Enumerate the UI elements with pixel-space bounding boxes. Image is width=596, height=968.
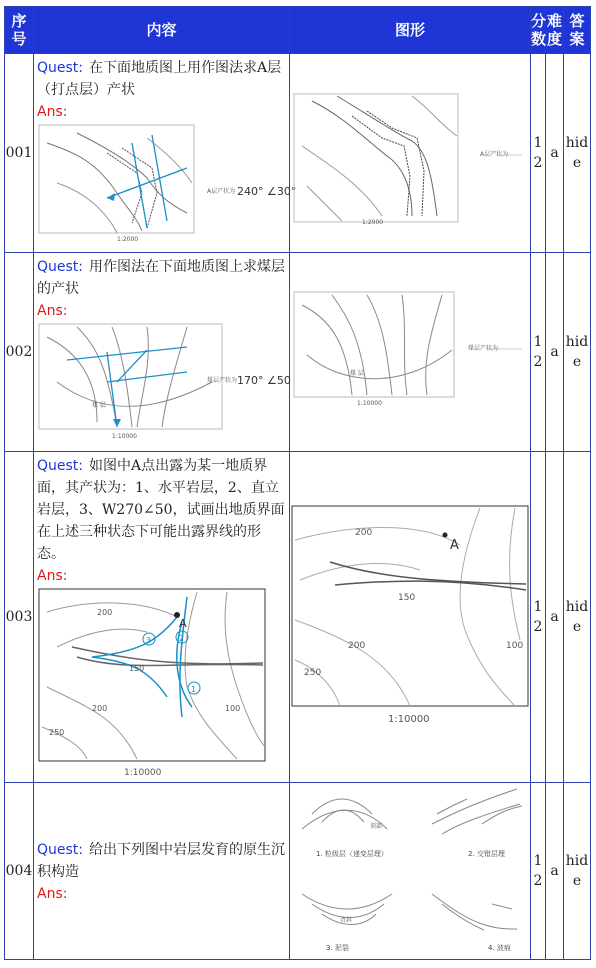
figure-cell bbox=[290, 783, 531, 960]
quest-label: Quest: bbox=[37, 841, 84, 858]
svg-text:1:10000: 1:10000 bbox=[124, 768, 162, 778]
svg-text:1:2000: 1:2000 bbox=[117, 236, 139, 243]
table-row bbox=[5, 783, 591, 960]
difficulty-cell: a bbox=[546, 452, 564, 783]
content-cell bbox=[34, 452, 290, 783]
svg-text:顶部: 顶部 bbox=[370, 823, 383, 830]
svg-text:200: 200 bbox=[97, 608, 113, 617]
header-score: 分数 bbox=[531, 7, 546, 54]
svg-text:煤层产状为: 煤层产状为 bbox=[207, 377, 238, 384]
answer-cell[interactable]: hide bbox=[564, 253, 591, 452]
quest-label: Quest: bbox=[37, 259, 84, 275]
figure-cell bbox=[290, 253, 531, 452]
header-content: 内容 bbox=[34, 7, 290, 54]
figure-cell bbox=[290, 54, 531, 253]
svg-text:240° ∠30°: 240° ∠30° bbox=[237, 185, 297, 198]
question-figure bbox=[292, 76, 528, 226]
svg-text:2: 2 bbox=[179, 634, 185, 643]
content-cell bbox=[34, 54, 297, 253]
quest-label: Quest: bbox=[37, 60, 84, 76]
quest-text: 给出下列图中岩层发育的原生沉积构造 bbox=[37, 841, 286, 880]
ans-label: Ans: bbox=[37, 885, 68, 902]
svg-text:A: A bbox=[179, 617, 187, 630]
quest-text: 在下面地质图上用作图法求A层（打点层）产状 bbox=[37, 60, 282, 98]
svg-text:1:2000: 1:2000 bbox=[362, 219, 384, 226]
question-figure bbox=[290, 500, 530, 730]
svg-text:3: 3 bbox=[146, 636, 152, 645]
header-row bbox=[5, 7, 591, 54]
question-table bbox=[4, 6, 591, 960]
quest-text: 用作图法在下面地质图上求煤层的产状 bbox=[37, 259, 286, 297]
score-cell: 12 bbox=[531, 452, 546, 783]
table-row bbox=[5, 54, 591, 253]
header-difficulty: 难度 bbox=[546, 7, 564, 54]
header-figure: 图形 bbox=[290, 7, 531, 54]
quest-label: Quest: bbox=[37, 458, 84, 474]
row-index: 004 bbox=[5, 783, 34, 960]
svg-text:1: 1 bbox=[191, 685, 197, 694]
svg-text:150: 150 bbox=[129, 664, 145, 673]
answer-figure bbox=[37, 322, 291, 440]
difficulty-cell: a bbox=[546, 54, 564, 253]
table-row bbox=[5, 452, 591, 783]
header-answer: 答案 bbox=[564, 7, 591, 54]
score-cell: 12 bbox=[531, 253, 546, 452]
svg-text:150: 150 bbox=[398, 593, 416, 603]
content-cell bbox=[34, 783, 290, 960]
table-row bbox=[5, 253, 591, 452]
svg-text:200: 200 bbox=[355, 528, 373, 538]
svg-text:1:10000: 1:10000 bbox=[112, 433, 137, 440]
row-index: 003 bbox=[5, 452, 34, 783]
svg-text:1:10000: 1:10000 bbox=[357, 400, 382, 407]
answer-cell[interactable]: hide bbox=[564, 783, 591, 960]
svg-text:2. 交错层理: 2. 交错层理 bbox=[468, 850, 505, 858]
score-cell: 12 bbox=[531, 783, 546, 960]
ans-label: Ans: bbox=[37, 303, 68, 319]
figure-cell bbox=[290, 452, 531, 783]
score-cell: 12 bbox=[531, 54, 546, 253]
svg-text:3. 泥裂: 3. 泥裂 bbox=[326, 944, 349, 952]
svg-text:200: 200 bbox=[348, 641, 366, 651]
svg-text:100: 100 bbox=[225, 704, 241, 713]
svg-text:背斜: 背斜 bbox=[340, 917, 353, 924]
answer-figure bbox=[37, 587, 277, 779]
answer-cell[interactable]: hide bbox=[564, 452, 591, 783]
header-index: 序号 bbox=[5, 7, 34, 54]
svg-text:170° ∠50: 170° ∠50 bbox=[237, 374, 291, 387]
svg-text:煤 层: 煤 层 bbox=[92, 402, 106, 409]
difficulty-cell: a bbox=[546, 783, 564, 960]
svg-text:200: 200 bbox=[92, 704, 108, 713]
question-figure bbox=[292, 784, 528, 954]
svg-text:A: A bbox=[450, 538, 459, 553]
svg-text:1. 粒级层（递变层理）: 1. 粒级层（递变层理） bbox=[316, 850, 388, 858]
svg-text:250: 250 bbox=[304, 668, 322, 678]
ans-label: Ans: bbox=[37, 104, 68, 120]
question-figure bbox=[292, 290, 528, 410]
difficulty-cell: a bbox=[546, 253, 564, 452]
svg-text:1:10000: 1:10000 bbox=[388, 714, 430, 725]
svg-text:A层产状为: A层产状为 bbox=[480, 151, 509, 158]
svg-text:4. 波痕: 4. 波痕 bbox=[488, 944, 511, 952]
svg-text:煤层产状为: 煤层产状为 bbox=[468, 345, 499, 352]
ans-label: Ans: bbox=[37, 568, 68, 584]
answer-figure bbox=[37, 123, 297, 243]
content-cell bbox=[34, 253, 290, 452]
answer-cell[interactable]: hide bbox=[564, 54, 591, 253]
row-index: 001 bbox=[5, 54, 34, 253]
svg-text:A层产状为: A层产状为 bbox=[207, 188, 236, 195]
svg-text:煤 层: 煤 层 bbox=[350, 370, 364, 377]
svg-text:250: 250 bbox=[49, 728, 65, 737]
quest-text: 如图中A点出露为某一地质界面，其产状为：1、水平岩层，2、直立岩层，3、W270∠50，试画出地质界面在上述三种状态下可能出露界线的形态。 bbox=[37, 458, 285, 562]
row-index: 002 bbox=[5, 253, 34, 452]
svg-text:100: 100 bbox=[506, 641, 524, 651]
